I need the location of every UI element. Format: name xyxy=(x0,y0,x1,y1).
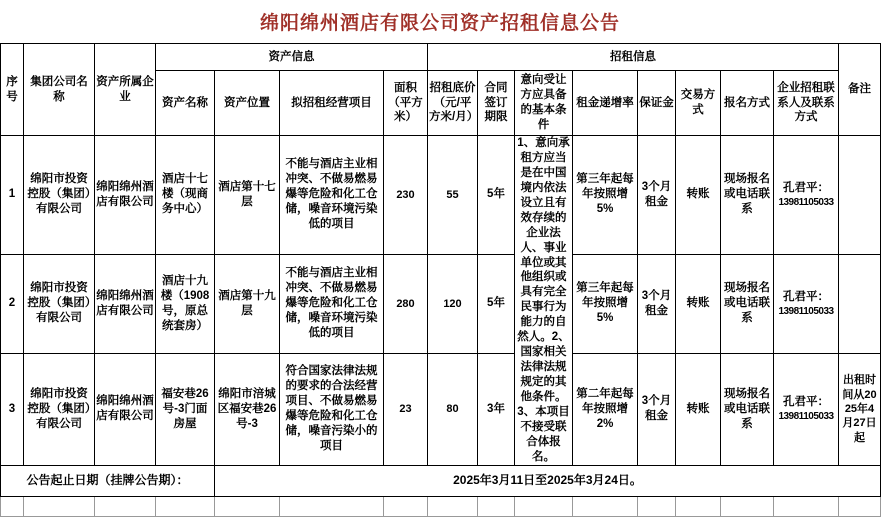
cell-group-company: 绵阳市投资控股（集团）有限公司 xyxy=(24,353,95,465)
cell-owner: 绵阳绵州酒店有限公司 xyxy=(95,254,156,353)
cell-area: 280 xyxy=(384,254,428,353)
cell-increase-rate: 第二年起每年按照增2% xyxy=(573,353,638,465)
cell-area: 23 xyxy=(384,353,428,465)
empty-cell xyxy=(95,496,156,516)
contact-name: 孔君平： xyxy=(783,396,829,409)
cell-transaction-method: 转账 xyxy=(676,353,721,465)
cell-registration-method: 现场报名或电话联系 xyxy=(721,136,774,255)
cell-contact xyxy=(774,353,839,465)
group-header-asset-info: 资产信息 xyxy=(156,44,428,71)
cell-contract-term: 5年 xyxy=(478,136,515,255)
rental-info-table xyxy=(0,43,881,517)
col-header-area: 面积（平方米） xyxy=(384,71,428,136)
cell-asset-location: 酒店第十九层 xyxy=(215,254,280,353)
page-title: 绵阳绵州酒店有限公司资产招租信息公告 xyxy=(259,13,620,34)
col-header-base-price: 招租底价（元/平方米/月） xyxy=(428,71,478,136)
col-header-conditions: 意向受让方应具备的基本条件 xyxy=(515,71,573,136)
cell-group-company: 绵阳市投资控股（集团）有限公司 xyxy=(24,254,95,353)
contact-phone: 13981105033 xyxy=(778,411,834,423)
cell-proposed-projects: 符合国家法律法规的要求的合法经营项目、不做易燃易爆等危险和化工仓储，噪音污染小的项目 xyxy=(280,353,384,465)
cell-proposed-projects: 不能与酒店主业相冲突、不做易燃易爆等危险和化工仓储，噪音环境污染低的项目 xyxy=(280,136,384,255)
col-header-contact: 企业招租联系人及联系方式 xyxy=(774,71,839,136)
cell-registration-method: 现场报名或电话联系 xyxy=(721,353,774,465)
partial-row xyxy=(1,496,881,516)
cell-transaction-method: 转账 xyxy=(676,254,721,353)
footer-row xyxy=(1,465,881,496)
col-header-group-company: 集团公司名称 xyxy=(24,44,95,136)
cell-registration-method: 现场报名或电话联系 xyxy=(721,254,774,353)
contact-phone: 13981105033 xyxy=(778,305,834,317)
table-row xyxy=(1,353,881,465)
cell-base-price: 120 xyxy=(428,254,478,353)
col-header-transaction-method: 交易方式 xyxy=(676,71,721,136)
empty-cell xyxy=(156,496,215,516)
cell-base-price: 80 xyxy=(428,353,478,465)
col-header-deposit: 保证金 xyxy=(638,71,676,136)
cell-asset-location: 绵阳市涪城区福安巷26号-3 xyxy=(215,353,280,465)
col-header-registration-method: 报名方式 xyxy=(721,71,774,136)
contact-name: 孔君平： xyxy=(783,290,829,303)
table-row xyxy=(1,254,881,353)
cell-asset-location: 酒店第十七层 xyxy=(215,136,280,255)
empty-cell xyxy=(24,496,95,516)
empty-cell xyxy=(428,496,478,516)
cell-owner: 绵阳绵州酒店有限公司 xyxy=(95,136,156,255)
empty-cell xyxy=(280,496,384,516)
contact-phone: 13981105033 xyxy=(778,196,834,208)
cell-asset-name: 福安巷26号-3门面房屋 xyxy=(156,353,215,465)
empty-cell xyxy=(515,496,573,516)
col-header-asset-name: 资产名称 xyxy=(156,71,215,136)
col-header-seq: 序号 xyxy=(1,44,24,136)
col-header-contract-term: 合同签订期限 xyxy=(478,71,515,136)
col-header-increase-rate: 租金递增率 xyxy=(573,71,638,136)
announcement-period-value: 2025年3月11日至2025年3月24日。 xyxy=(215,465,881,496)
contact-name: 孔君平： xyxy=(783,181,829,194)
cell-owner: 绵阳绵州酒店有限公司 xyxy=(95,353,156,465)
cell-deposit: 3个月租金 xyxy=(638,353,676,465)
empty-cell xyxy=(721,496,774,516)
cell-asset-name: 酒店十九楼（1908号，原总统套房） xyxy=(156,254,215,353)
cell-deposit: 3个月租金 xyxy=(638,136,676,255)
cell-seq: 1 xyxy=(1,136,24,255)
empty-cell xyxy=(774,496,839,516)
empty-cell xyxy=(384,496,428,516)
header-group-row xyxy=(1,44,881,71)
cell-increase-rate: 第三年起每年按照增5% xyxy=(573,254,638,353)
empty-cell xyxy=(478,496,515,516)
table-row xyxy=(1,136,881,255)
cell-group-company: 绵阳市投资控股（集团）有限公司 xyxy=(24,136,95,255)
empty-cell xyxy=(676,496,721,516)
cell-proposed-projects: 不能与酒店主业相冲突、不做易燃易爆等危险和化工仓储，噪音环境污染低的项目 xyxy=(280,254,384,353)
cell-contract-term: 5年 xyxy=(478,254,515,353)
cell-base-price: 55 xyxy=(428,136,478,255)
col-header-asset-location: 资产位置 xyxy=(215,71,280,136)
cell-deposit: 3个月租金 xyxy=(638,254,676,353)
cell-contact xyxy=(774,254,839,353)
cell-conditions-merged: 1、意向承租方应当是在中国境内依法设立且有效存续的企业法人、事业单位或其他组织或具有完全民事行为能力的自然人。2、国家相关法律法规规定的其他条件。3、本项目不接受联合体报名。 xyxy=(515,136,573,466)
cell-contract-term: 3年 xyxy=(478,353,515,465)
cell-transaction-method: 转账 xyxy=(676,136,721,255)
cell-area: 230 xyxy=(384,136,428,255)
cell-remark: 出租时间从2025年4月27日起 xyxy=(839,353,881,465)
cell-increase-rate: 第三年起每年按照增5% xyxy=(573,136,638,255)
cell-remark xyxy=(839,136,881,255)
cell-asset-name: 酒店十七楼（现商务中心） xyxy=(156,136,215,255)
empty-cell xyxy=(573,496,638,516)
cell-remark xyxy=(839,254,881,353)
empty-cell xyxy=(1,496,24,516)
empty-cell xyxy=(839,496,881,516)
empty-cell xyxy=(638,496,676,516)
cell-seq: 2 xyxy=(1,254,24,353)
col-header-proposed-projects: 拟招租经营项目 xyxy=(280,71,384,136)
empty-cell xyxy=(215,496,280,516)
col-header-remark: 备注 xyxy=(839,44,881,136)
cell-contact xyxy=(774,136,839,255)
col-header-owner: 资产所属企业 xyxy=(95,44,156,136)
announcement-period-label: 公告起止日期（挂牌公告期）： xyxy=(1,465,215,496)
cell-seq: 3 xyxy=(1,353,24,465)
group-header-rental-info: 招租信息 xyxy=(428,44,839,71)
